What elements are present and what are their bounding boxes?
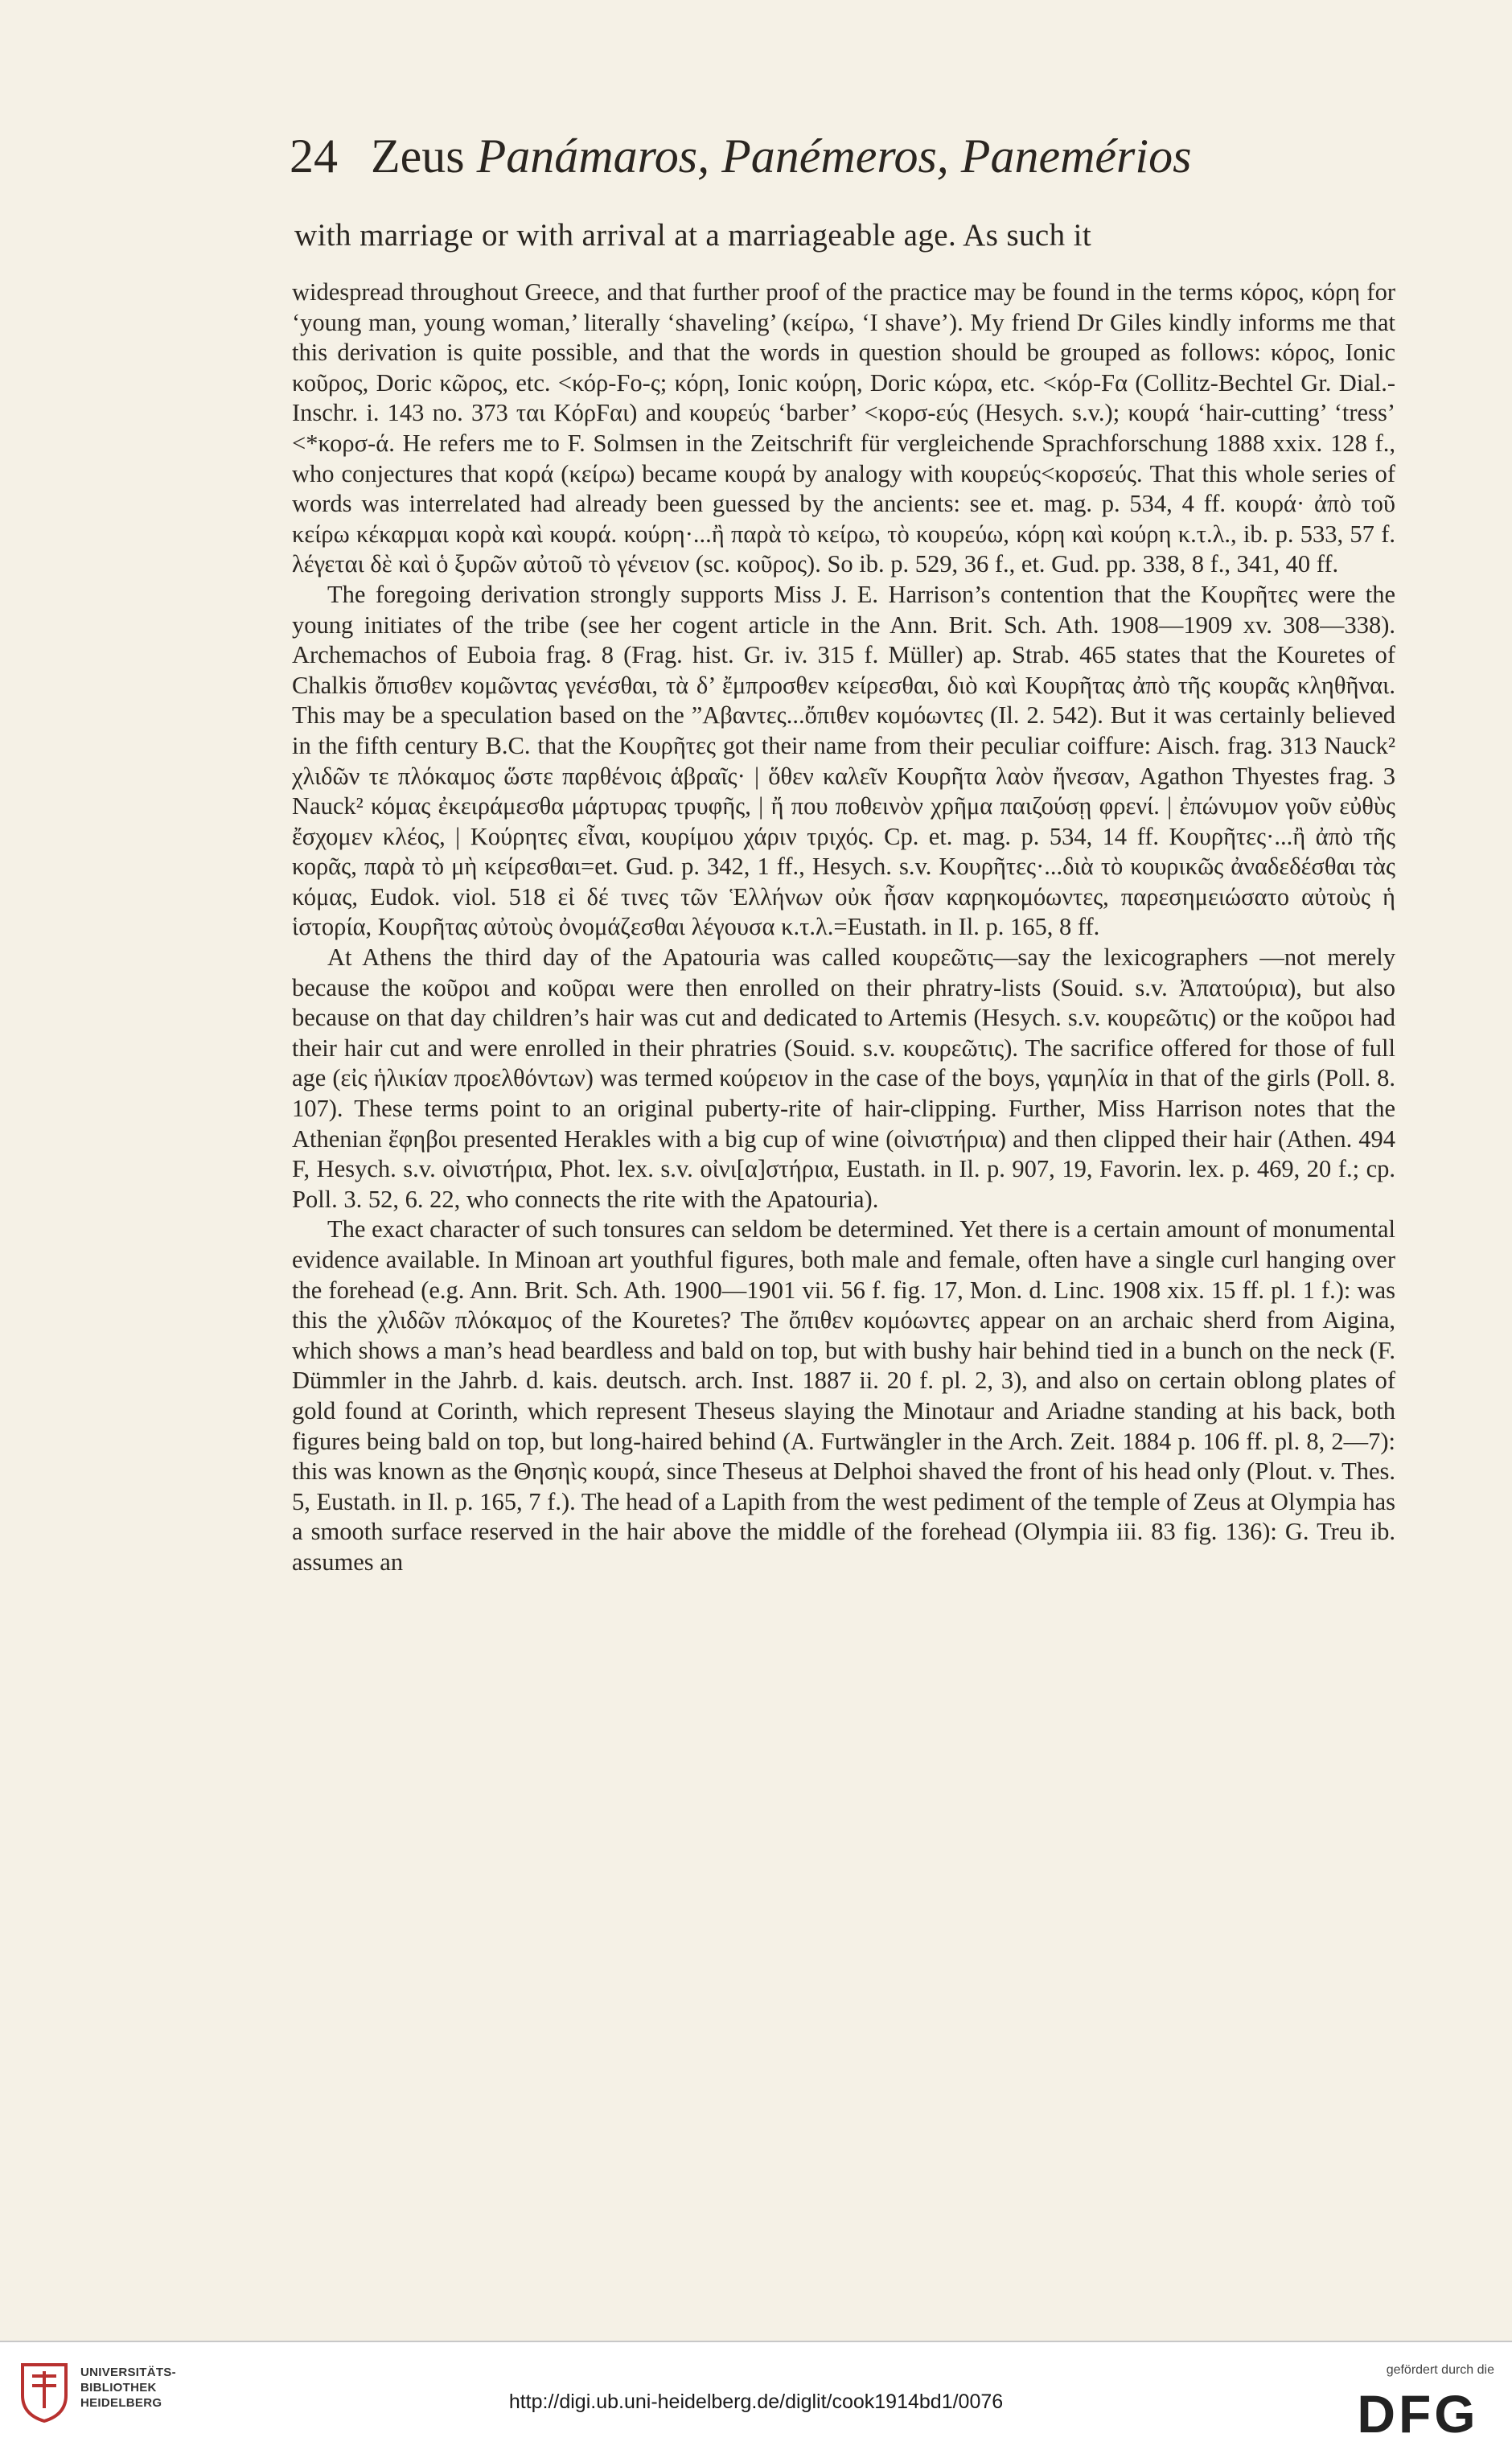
body-text-lead-line: with marriage or with arrival at a marriageable age. As such it: [294, 218, 1092, 253]
running-title: Zeus: [371, 129, 465, 183]
funder-label: gefördert durch die: [1386, 2363, 1494, 2377]
dfg-logo-icon: [1341, 2384, 1494, 2440]
page-number: 24: [290, 129, 338, 183]
footnote-block: [292, 277, 1395, 1578]
library-name-line: UNIVERSITÄTS-: [80, 2366, 176, 2379]
page-header: [290, 129, 1391, 184]
viewer-footer: [0, 2341, 1512, 2446]
library-name: [80, 2365, 176, 2411]
svg-text:DFG: DFG: [1357, 2384, 1479, 2440]
footnote-paragraph: The foregoing derivation strongly supports Miss J. E. Harrison’s contention that the Κουρῆτες were the young initiates of the tribe (see her cogent article in the Ann. Brit. Sch. Ath. 1908—1909 xv. 308—338). Archemachos of Euboia frag. 8 (Frag. hist. Gr. iv. 315 f. Müller) ap. Strab. 465 states that the Kouretes of Chalkis ὄπισθεν κομῶντας γενέσθαι, τὰ δ’ ἔμπροσθεν κείρεσθαι, διὸ καὶ Κουρῆτας ἀπὸ τῆς κουρᾶς κληθῆναι. This may be a speculation based on the ”Αβαντες...ὄπιθεν κομόωντες (Il. 2. 542). But it was certainly believed in the fifth century B.C. that the Κουρῆτες got their name from their peculiar coiffure: Aisch. frag. 313 Nauck² χλιδῶν τε πλόκαμος ὥστε παρθένοις ἁβραῖς· | ὅθεν καλεῖν Κουρῆτα λαὸν ἤνεσαν, Agathon Thyestes frag. 3 Nauck² κόμας ἐκειράμεσθα μάρτυρας τρυφῆς, | ἤ που ποθεινὸν χρῆμα παιζούσῃ φρενί. | ἐπώνυμον γοῦν εὐθὺς ἔσχομεν κλέος, | Κούρητες εἶναι, κουρίμου χάριν τριχός. Cp. et. mag. p. 534, 14 ff. Κουρῆτες·...ἢ ἀπὸ τῆς κορᾶς, παρὰ τὸ μὴ κείρεσθαι=et. Gud. p. 342, 1 ff., Hesych. s.v. Κουρῆτες·...διὰ τὸ κουρικῶς ἀναδεδέσθαι τὰς κόμας, Eudok. viol. 518 εἰ δέ τινες τῶν Ἑλλήνων οὐκ ἦσαν καρηκομόωντες, παρεσημειώσατο αὐτοὺς ἡ ἱστορία, Κουρῆτας αὐτοὺς ὀνομάζεσθαι λέγουσα κ.τ.λ.=Eustath. in Il. p. 165, 8 ff.: [292, 580, 1395, 941]
permalink-url[interactable]: http://digi.ub.uni-heidelberg.de/diglit/cook1914bd1/0076: [508, 2391, 1004, 2413]
university-seal-icon: [16, 2360, 72, 2424]
footnote-paragraph: At Athens the third day of the Apatouria was called κουρεῶτις—say the lexicographers —not merely because the κοῦροι and κοῦραι were then enrolled on their phratry-lists (Souid. s.v. Ἀπατούρια), but also because on that day children’s hair was cut and dedicated to Artemis (Hesych. s.v. κουρεῶτις) or the κοῦροι had their hair cut and were enrolled in their phratries (Souid. s.v. κουρεῶτις). The sacrifice offered for those of full age (εἰς ἡλικίαν προελθόντων) was termed κούρειον in the case of the boys, γαμηλία in that of the girls (Poll. 8. 107). These terms point to an original puberty-rite of hair-clipping. Further, Miss Harrison notes that the Athenian ἔφηβοι presented Herakles with a big cup of wine (οἰνιστήρια) and then clipped their hair (Athen. 494 F, Hesych. s.v. οἰνιστήρια, Phot. lex. s.v. οἰνι[α]στήρια, Eustath. in Il. p. 907, 19, Favorin. lex. p. 469, 20 f.; cp. Poll. 3. 52, 6. 22, who connects the rite with the Apatouria).: [292, 943, 1395, 1213]
footnote-paragraph: The exact character of such tonsures can seldom be determined. Yet there is a certain amount of monumental evidence available. In Minoan art youthful figures, both male and female, often have a single curl hanging over the forehead (e.g. Ann. Brit. Sch. Ath. 1900—1901 vii. 56 f. fig. 17, Mon. d. Linc. 1908 xix. 15 ff. pl. 1 f.): was this the χλιδῶν πλόκαμος of the Kouretes? The ὄπιθεν κομόωντες appear on an archaic sherd from Aigina, which shows a man’s head beardless and bald on top, but with bushy hair behind tied in a bunch on the neck (F. Dümmler in the Jahrb. d. kais. deutsch. arch. Inst. 1887 ii. 20 f. pl. 2, 3), and also on certain oblong plates of gold found at Corinth, which represent Theseus slaying the Minotaur and Ariadne standing at his back, both figures being bald on top, but long-haired behind (A. Furtwängler in the Arch. Zeit. 1884 p. 106 ff. pl. 8, 2—7): this was known as the Θησηὶς κουρά, since Theseus at Delphoi shaved the front of his head only (Plout. v. Thes. 5, Eustath. in Il. p. 165, 7 f.). The head of a Lapith from the west pediment of the temple of Zeus at Olympia has a smooth surface reserved in the hair above the middle of the forehead (Olympia iii. 83 fig. 136): G. Treu ib. assumes an: [292, 1215, 1395, 1576]
library-name-line: HEIDELBERG: [80, 2396, 162, 2410]
library-name-line: BIBLIOTHEK: [80, 2381, 157, 2395]
running-title-italic: Panámaros, Panémeros, Panemérios: [476, 129, 1192, 183]
footer-divider: [0, 2341, 1512, 2342]
footnote-paragraph: widespread throughout Greece, and that further proof of the practice may be found in the terms κόρος, κόρη for ‘young man, young woman,’ literally ‘shaveling’ (κείρω, ‘I shave’). My friend Dr Giles kindly informs me that this derivation is quite possible, and that the words in question should be grouped as follows: κόρος, Ionic κοῦρος, Doric κῶρος, etc. <κόρ-Ϝο-ς; κόρη, Ionic κούρη, Doric κώρα, etc. <κόρ-Ϝα (Collitz-Bechtel Gr. Dial.-Inschr. i. 143 no. 373 ται ΚόρϜαι) and κουρεύς ‘barber’ <κορσ-εύς (Hesych. s.v.); κουρά ‘hair-cutting’ ‘tress’ <*κορσ-ά. He refers me to F. Solmsen in the Zeitschrift für vergleichende Sprachforschung 1888 xxix. 128 f., who conjectures that κορά (κείρω) became κουρά by analogy with κουρεύς<κορσεύς. That this whole series of words was interrelated had already been guessed by the ancients: see et. mag. p. 534, 4 ff. κουρά· ἀπὸ τοῦ κείρω κέκαρμαι κορὰ καὶ κουρά. κούρη·...ἢ παρὰ τὸ κείρω, τὸ κουρεύω, κόρη καὶ κούρη κ.τ.λ., ib. p. 533, 57 f. λέγεται δὲ καὶ ὁ ξυρῶν αὐτοῦ τὸ γένειον (sc. κοῦρος). So ib. p. 529, 36 f., et. Gud. pp. 338, 8 f., 341, 40 ff.: [292, 278, 1395, 578]
